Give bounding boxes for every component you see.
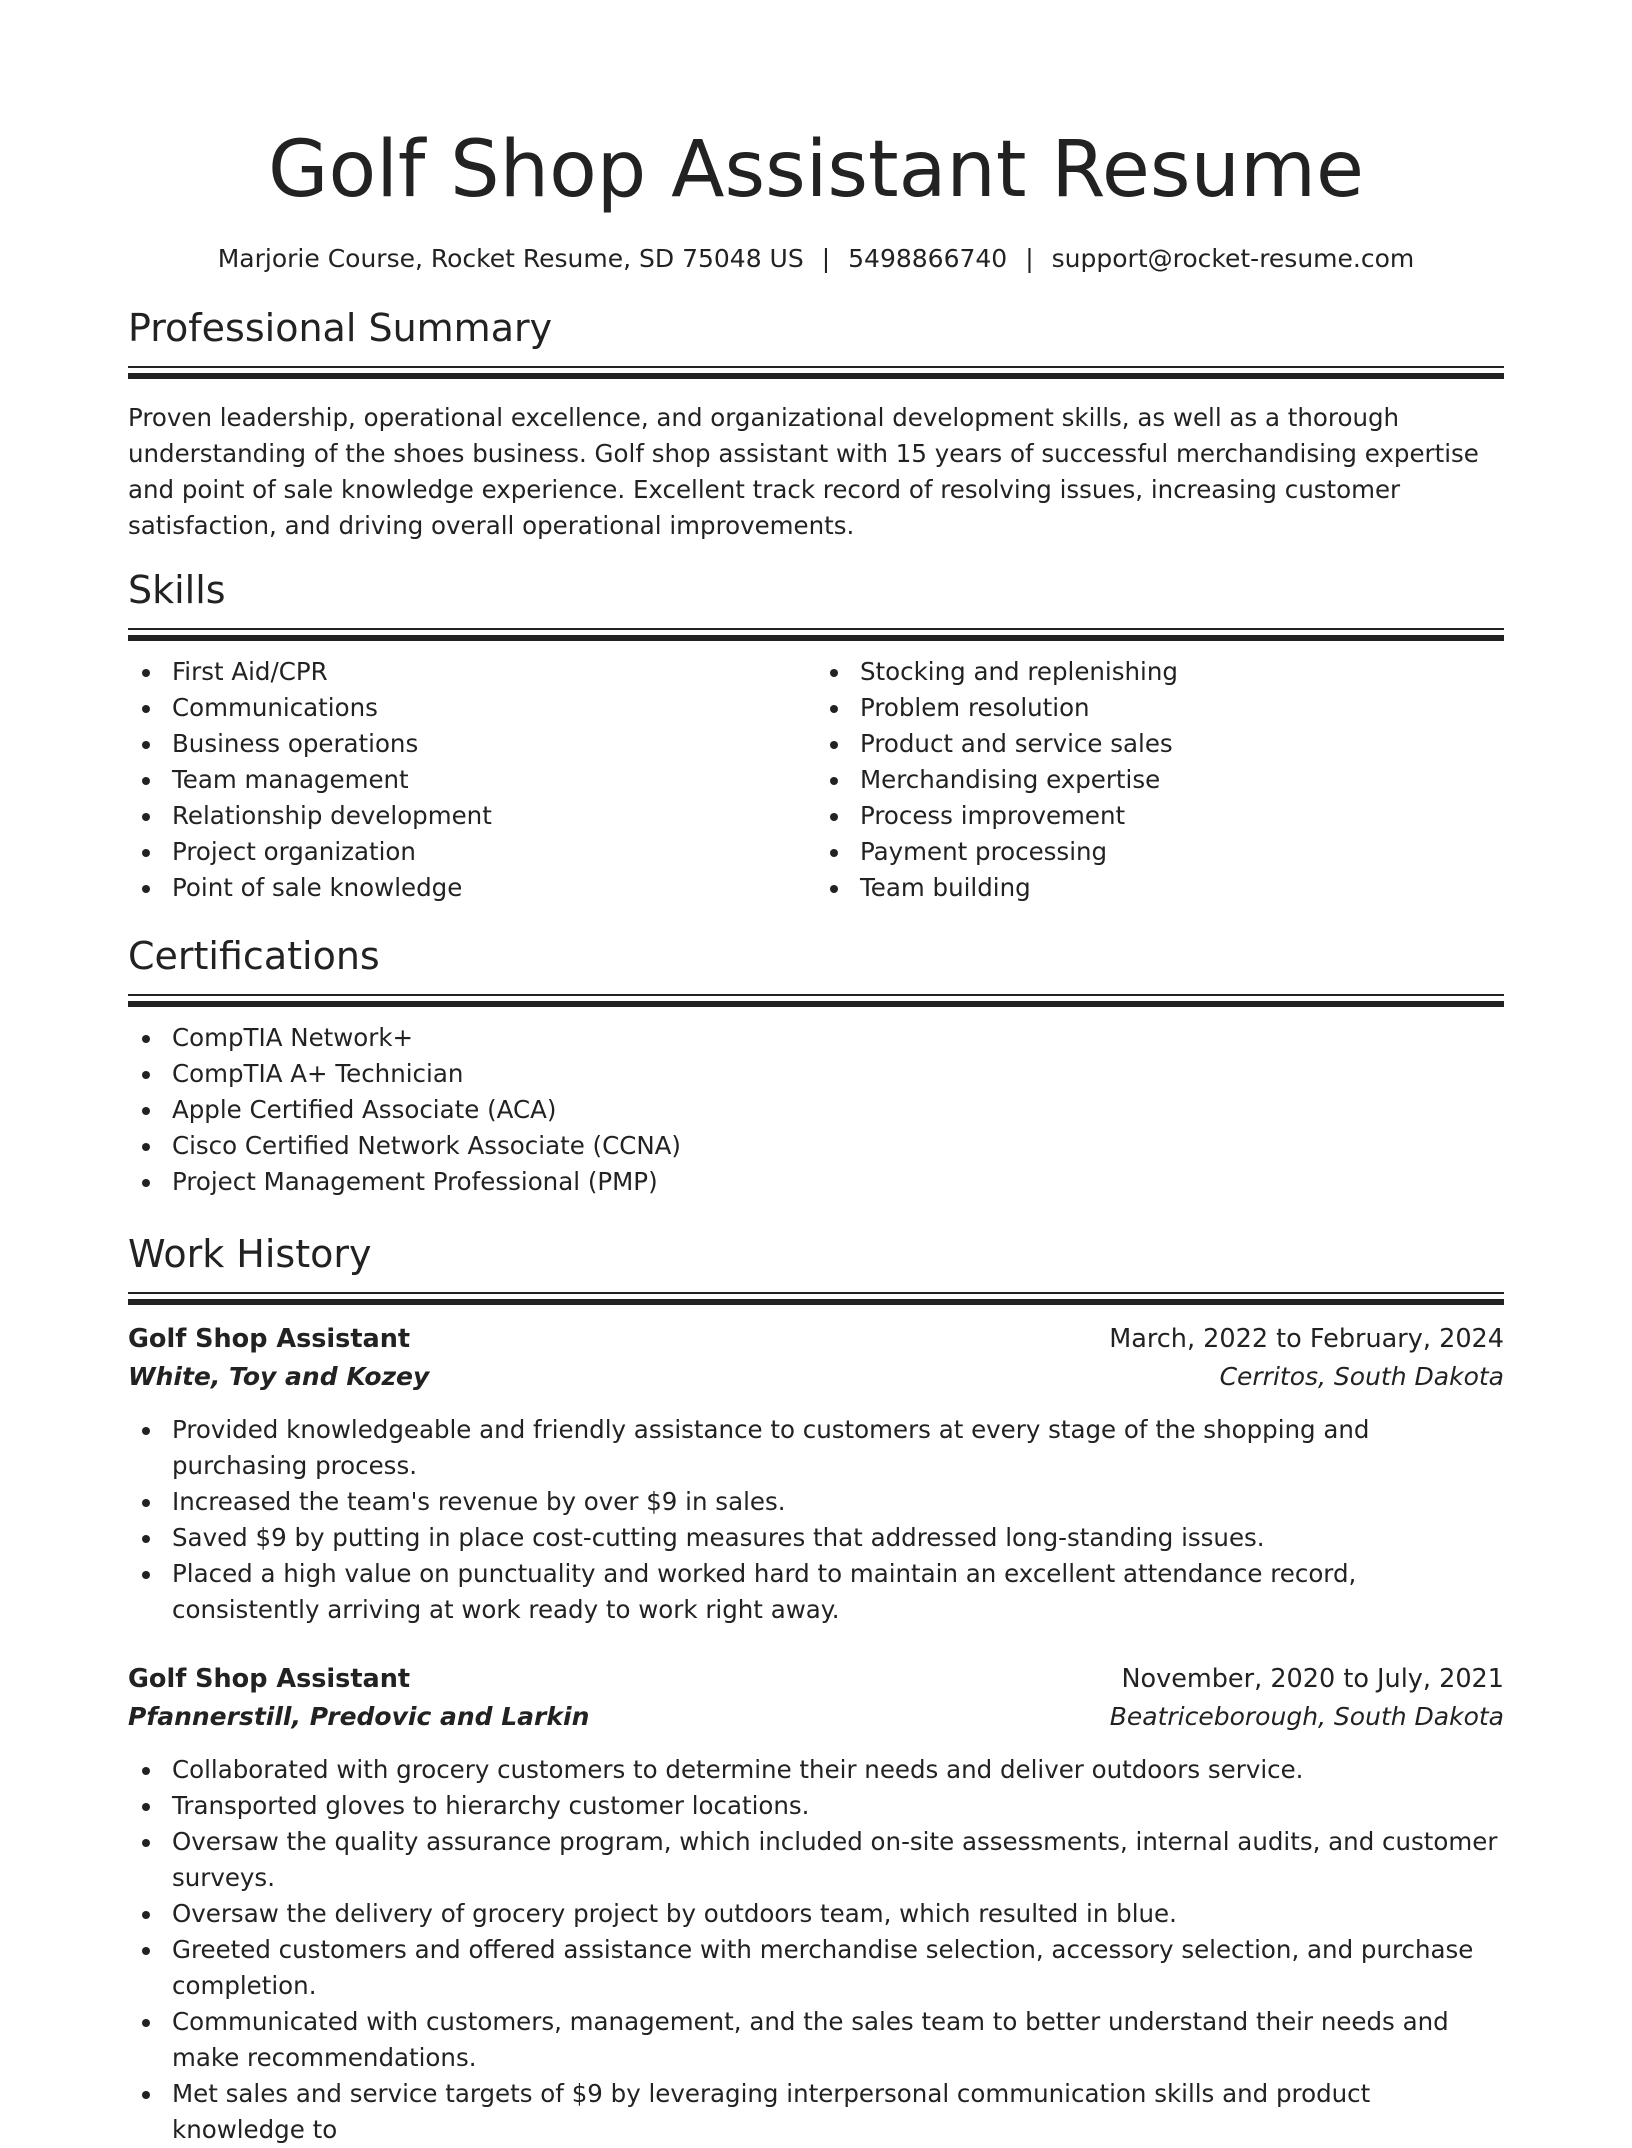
work-history-section	[128, 1230, 1504, 2148]
section-title-skills: Skills	[128, 568, 226, 612]
job-entry	[128, 1320, 1504, 1628]
skill-item: Problem resolution	[816, 690, 1504, 726]
section-divider	[128, 1292, 1504, 1302]
certifications-list	[128, 1020, 1504, 1200]
job-bullet: Communicated with customers, management, and the sales team to better understand their needs and make recommendations.	[128, 2004, 1504, 2076]
certification-item: CompTIA Network+	[128, 1020, 1504, 1056]
section-divider	[128, 628, 1504, 638]
skills-column-right	[816, 654, 1504, 906]
summary-text: Proven leadership, operational excellence, and organizational development skills, as well as a thorough understanding of the shoes business. Golf shop assistant with 15 years of successful merchandising expertise and point of sale knowledge experience. Excellent track record of resolving issues, increasing customer satisfaction, and driving overall operational improvements.	[128, 403, 1479, 540]
contact-separator: |	[821, 244, 831, 273]
job-bullet: Greeted customers and offered assistance with merchandise selection, accessory selection, and purchase completion.	[128, 1932, 1504, 2004]
job-bullet: Met sales and service targets of $9 by leveraging interpersonal communication skills and product knowledge to	[128, 2076, 1504, 2148]
skill-item: Business operations	[128, 726, 816, 762]
job-bullet: Oversaw the quality assurance program, which included on-site assessments, internal audits, and customer surveys.	[128, 1824, 1504, 1896]
job-bullets	[128, 1752, 1504, 2148]
job-subheader	[128, 1698, 1504, 1736]
skill-item: Payment processing	[816, 834, 1504, 870]
job-location: Cerritos, South Dakota	[1219, 1362, 1504, 1391]
job-title: Golf Shop Assistant	[128, 1324, 411, 1354]
certification-item: Project Management Professional (PMP)	[128, 1164, 1504, 1200]
skills-section	[128, 566, 1504, 906]
contact-address: Marjorie Course, Rocket Resume, SD 75048 US	[217, 244, 804, 273]
job-title: Golf Shop Assistant	[128, 1664, 411, 1694]
job-header	[128, 1660, 1504, 1698]
job-bullet: Placed a high value on punctuality and worked hard to maintain an excellent attendance record, consistently arriving at work ready to work right away.	[128, 1556, 1504, 1628]
section-title-summary: Professional Summary	[128, 306, 553, 350]
job-dates: March, 2022 to February, 2024	[1109, 1324, 1504, 1354]
job-subheader	[128, 1358, 1504, 1396]
skill-item: Team building	[816, 870, 1504, 906]
job-bullet: Collaborated with grocery customers to determine their needs and deliver outdoors service.	[128, 1752, 1504, 1788]
contact-email: support@rocket-resume.com	[1051, 244, 1415, 273]
section-divider	[128, 366, 1504, 376]
skill-item: Project organization	[128, 834, 816, 870]
skill-item: Stocking and replenishing	[816, 654, 1504, 690]
job-bullet: Provided knowledgeable and friendly assistance to customers at every stage of the shopping and purchasing process.	[128, 1412, 1504, 1484]
certifications-section	[128, 932, 1504, 1200]
skill-item: Process improvement	[816, 798, 1504, 834]
job-bullet: Oversaw the delivery of grocery project by outdoors team, which resulted in blue.	[128, 1896, 1504, 1932]
section-title-work-history: Work History	[128, 1232, 372, 1276]
job-bullet: Saved $9 by putting in place cost-cutting measures that addressed long-standing issues.	[128, 1520, 1504, 1556]
section-title-certifications: Certifications	[128, 934, 380, 978]
job-bullets	[128, 1412, 1504, 1628]
certification-item: Cisco Certified Network Associate (CCNA)	[128, 1128, 1504, 1164]
job-company: White, Toy and Kozey	[128, 1362, 430, 1391]
job-bullet: Increased the team's revenue by over $9 in sales.	[128, 1484, 1504, 1520]
certification-item: CompTIA A+ Technician	[128, 1056, 1504, 1092]
job-company: Pfannerstill, Predovic and Larkin	[128, 1702, 590, 1731]
contact-separator: |	[1025, 244, 1034, 273]
job-location: Beatriceborough, South Dakota	[1109, 1702, 1504, 1731]
section-divider	[128, 994, 1504, 1004]
skill-item: First Aid/CPR	[128, 654, 816, 690]
resume-title: Golf Shop Assistant Resume	[268, 125, 1364, 215]
job-entry	[128, 1660, 1504, 2148]
skills-grid	[128, 654, 1504, 906]
skill-item: Communications	[128, 690, 816, 726]
skill-item: Merchandising expertise	[816, 762, 1504, 798]
skills-column-left	[128, 654, 816, 906]
job-bullet: Transported gloves to hierarchy customer locations.	[128, 1788, 1504, 1824]
certification-item: Apple Certified Associate (ACA)	[128, 1092, 1504, 1128]
skill-item: Point of sale knowledge	[128, 870, 816, 906]
contact-phone: 5498866740	[848, 244, 1008, 273]
skill-item: Team management	[128, 762, 816, 798]
job-header	[128, 1320, 1504, 1358]
job-dates: November, 2020 to July, 2021	[1121, 1664, 1504, 1694]
skill-item: Product and service sales	[816, 726, 1504, 762]
skill-item: Relationship development	[128, 798, 816, 834]
contact-line	[128, 242, 1504, 276]
summary-section	[128, 304, 1504, 544]
